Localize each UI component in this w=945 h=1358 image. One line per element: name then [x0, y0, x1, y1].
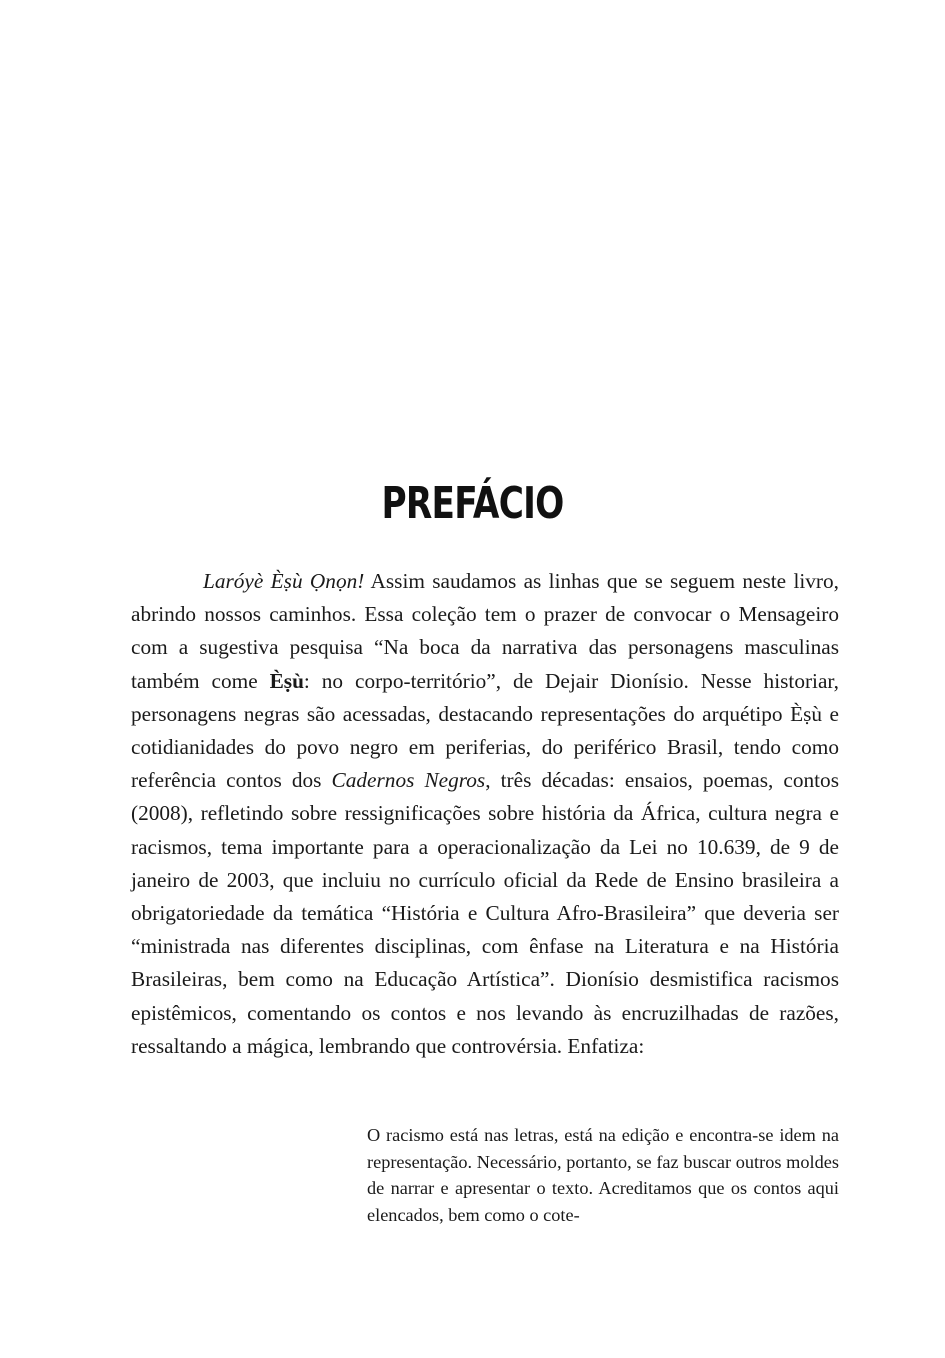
preface-paragraph [131, 565, 839, 1063]
esu-bold: Èṣù [269, 668, 304, 693]
chapter-title: PREFÁCIO [381, 478, 564, 529]
paragraph-text-part-3: , três décadas: ensaios, poemas, contos (2008), refletindo sobre ressignificações sobre história da África, cultura negra e racismos, tema importante para a operacionalização da Lei no 10.639, de 9 de janeiro de 2003, que incluiu no currículo oficial da Rede de Ensino brasileira a obrigatoriedade da temática “História e Cultura Afro-Brasileira” que deveria ser “ministrada nas diferentes disciplinas, com ênfase na Literatura e na História Brasileiras, bem como na Educação Artística”. Dionísio desmistifica racismos epistêmicos, comentando os contos e nos levando às encruzilhadas de razões, ressaltando a mágica, lembrando que controvérsia. Enfatiza: [131, 768, 839, 1058]
paragraph-text-part-2: : no corpo-território”, de Dejair Dionísio. Nesse historiar, personagens negras são acessadas, destacando representações do arquétipo Èṣù e cotidianidades do povo negro em periferias, do periférico Brasil, tendo como referência contos dos [131, 668, 839, 793]
block-quote: O racismo está nas letras, está na edição e encontra-se idem na representação. Necessário, portanto, se faz buscar outros moldes de narrar e apresentar o texto. Acreditamos que os contos aqui elencados, bem como o cote- [367, 1125, 839, 1225]
paragraph-text-part-1: Assim saudamos as linhas que se seguem neste livro, abrindo nossos caminhos. Essa coleção tem o prazer de convocar o Mensageiro com a sugestiva pesquisa “Na boca da narrativa das personagens masculinas também come [131, 569, 839, 693]
greeting-italic: Laróyè Èṣù Ọnọn! [203, 569, 365, 593]
book-title-italic: Cadernos Negros [331, 768, 486, 793]
